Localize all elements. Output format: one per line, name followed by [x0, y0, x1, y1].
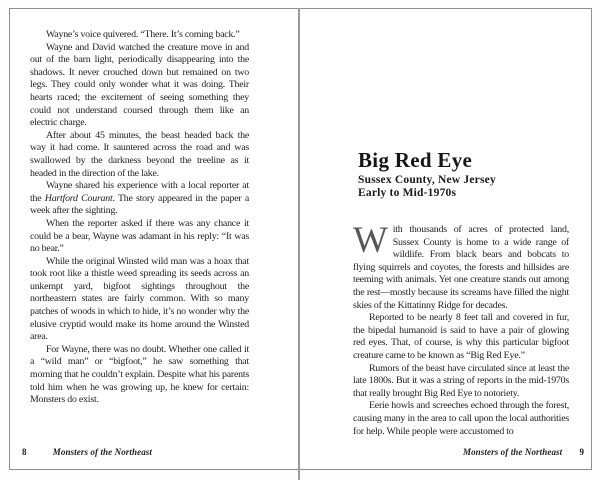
- chapter-subtitle-location: Sussex County, New Jersey: [358, 174, 496, 186]
- right-page-footer: [353, 447, 584, 459]
- paragraph-text: Wayne shared his experience with a local reporter at the: [30, 180, 249, 204]
- paragraph: For Wayne, there was no doubt. Whether one called it a “wild man” or “bigfoot,” he saw something that morning that he couldn’t explain. Despite what his parents told him when he was growing up, he knew for certain: Monsters do exist.: [30, 343, 249, 406]
- paragraph: While the original Winsted wild man was a hoax that took root like a thistle weed spreading its seeds across an unkempt yard, bigfoot sightings throughout the northeastern states are fairly common. With so many patches of woods in which to hide, it’s no wonder why the elusive cryptid would make its home around the Winsted area.: [30, 255, 249, 343]
- page-number: 8: [22, 447, 27, 457]
- paragraph: When the reporter asked if there was any chance it could be a bear, Wayne was adamant in his reply: “It was no bear.”: [30, 217, 249, 255]
- paragraph: Wayne’s voice quivered. “There. It’s coming back.”: [46, 29, 240, 40]
- left-page-text: [30, 29, 249, 407]
- chapter-title: Big Red Eye: [358, 148, 473, 172]
- chapter-subtitle-era: Early to Mid-1970s: [358, 186, 457, 199]
- drop-cap: W: [353, 220, 388, 261]
- paragraph: Reported to be nearly 8 feet tall and covered in fur, the bipedal humanoid is said to have a pair of glowing red eyes. That, of course, is why this particular bigfoot creature came to be known as “Big Red Eye.”: [353, 312, 569, 361]
- paragraph: Rumors of the beast have circulated since at least the late 1800s. But it was a string of reports in the mid-1970s that really brought Big Red Eye to notoriety.: [353, 362, 569, 399]
- page-number: 9: [579, 447, 584, 457]
- paragraph: [353, 220, 569, 312]
- paragraph: Wayne and David watched the creature move in and out of the barn light, periodically disappearing into the shadows. It never crouched down but remained on two legs. They could only wonder what it was doing. Their hearts raced; the excitement of seeing something they could not understand coursed through them like an electric charge.: [30, 41, 249, 129]
- paragraph: After about 45 minutes, the beast headed back the way it had come. It sauntered across the road and was swallowed by the darkness beyond the treeline as it headed in the direction of the lake.: [30, 129, 249, 179]
- paragraph-text: ith thousands of acres of protected land, Sussex County is home to a wide range of wildlife. From black bears and bobcats to flying squirrels and coyotes, the forests and hillsides are teeming with animals. Yet one creature stands out among the rest—mostly because its screams have filled the night skies of the Kittatinny Ridge for decades.: [353, 224, 569, 311]
- left-page-footer: [22, 447, 152, 459]
- paragraph: [30, 180, 249, 218]
- newspaper-name: Hartford Courant: [44, 192, 113, 204]
- chapter-heading: [358, 149, 496, 199]
- running-title: Monsters of the Northeast: [462, 447, 563, 457]
- running-title: Monsters of the Northeast: [52, 447, 153, 457]
- paragraph-text: . The story appeared in the paper a week after the sighting.: [30, 192, 250, 217]
- right-page-text: [353, 220, 569, 438]
- paragraph: Eerie howls and screeches echoed through the forest, causing many in the area to call upon the local authorities for help. While people were accustomed to: [353, 400, 569, 437]
- page-gutter-divider: [298, 8, 300, 480]
